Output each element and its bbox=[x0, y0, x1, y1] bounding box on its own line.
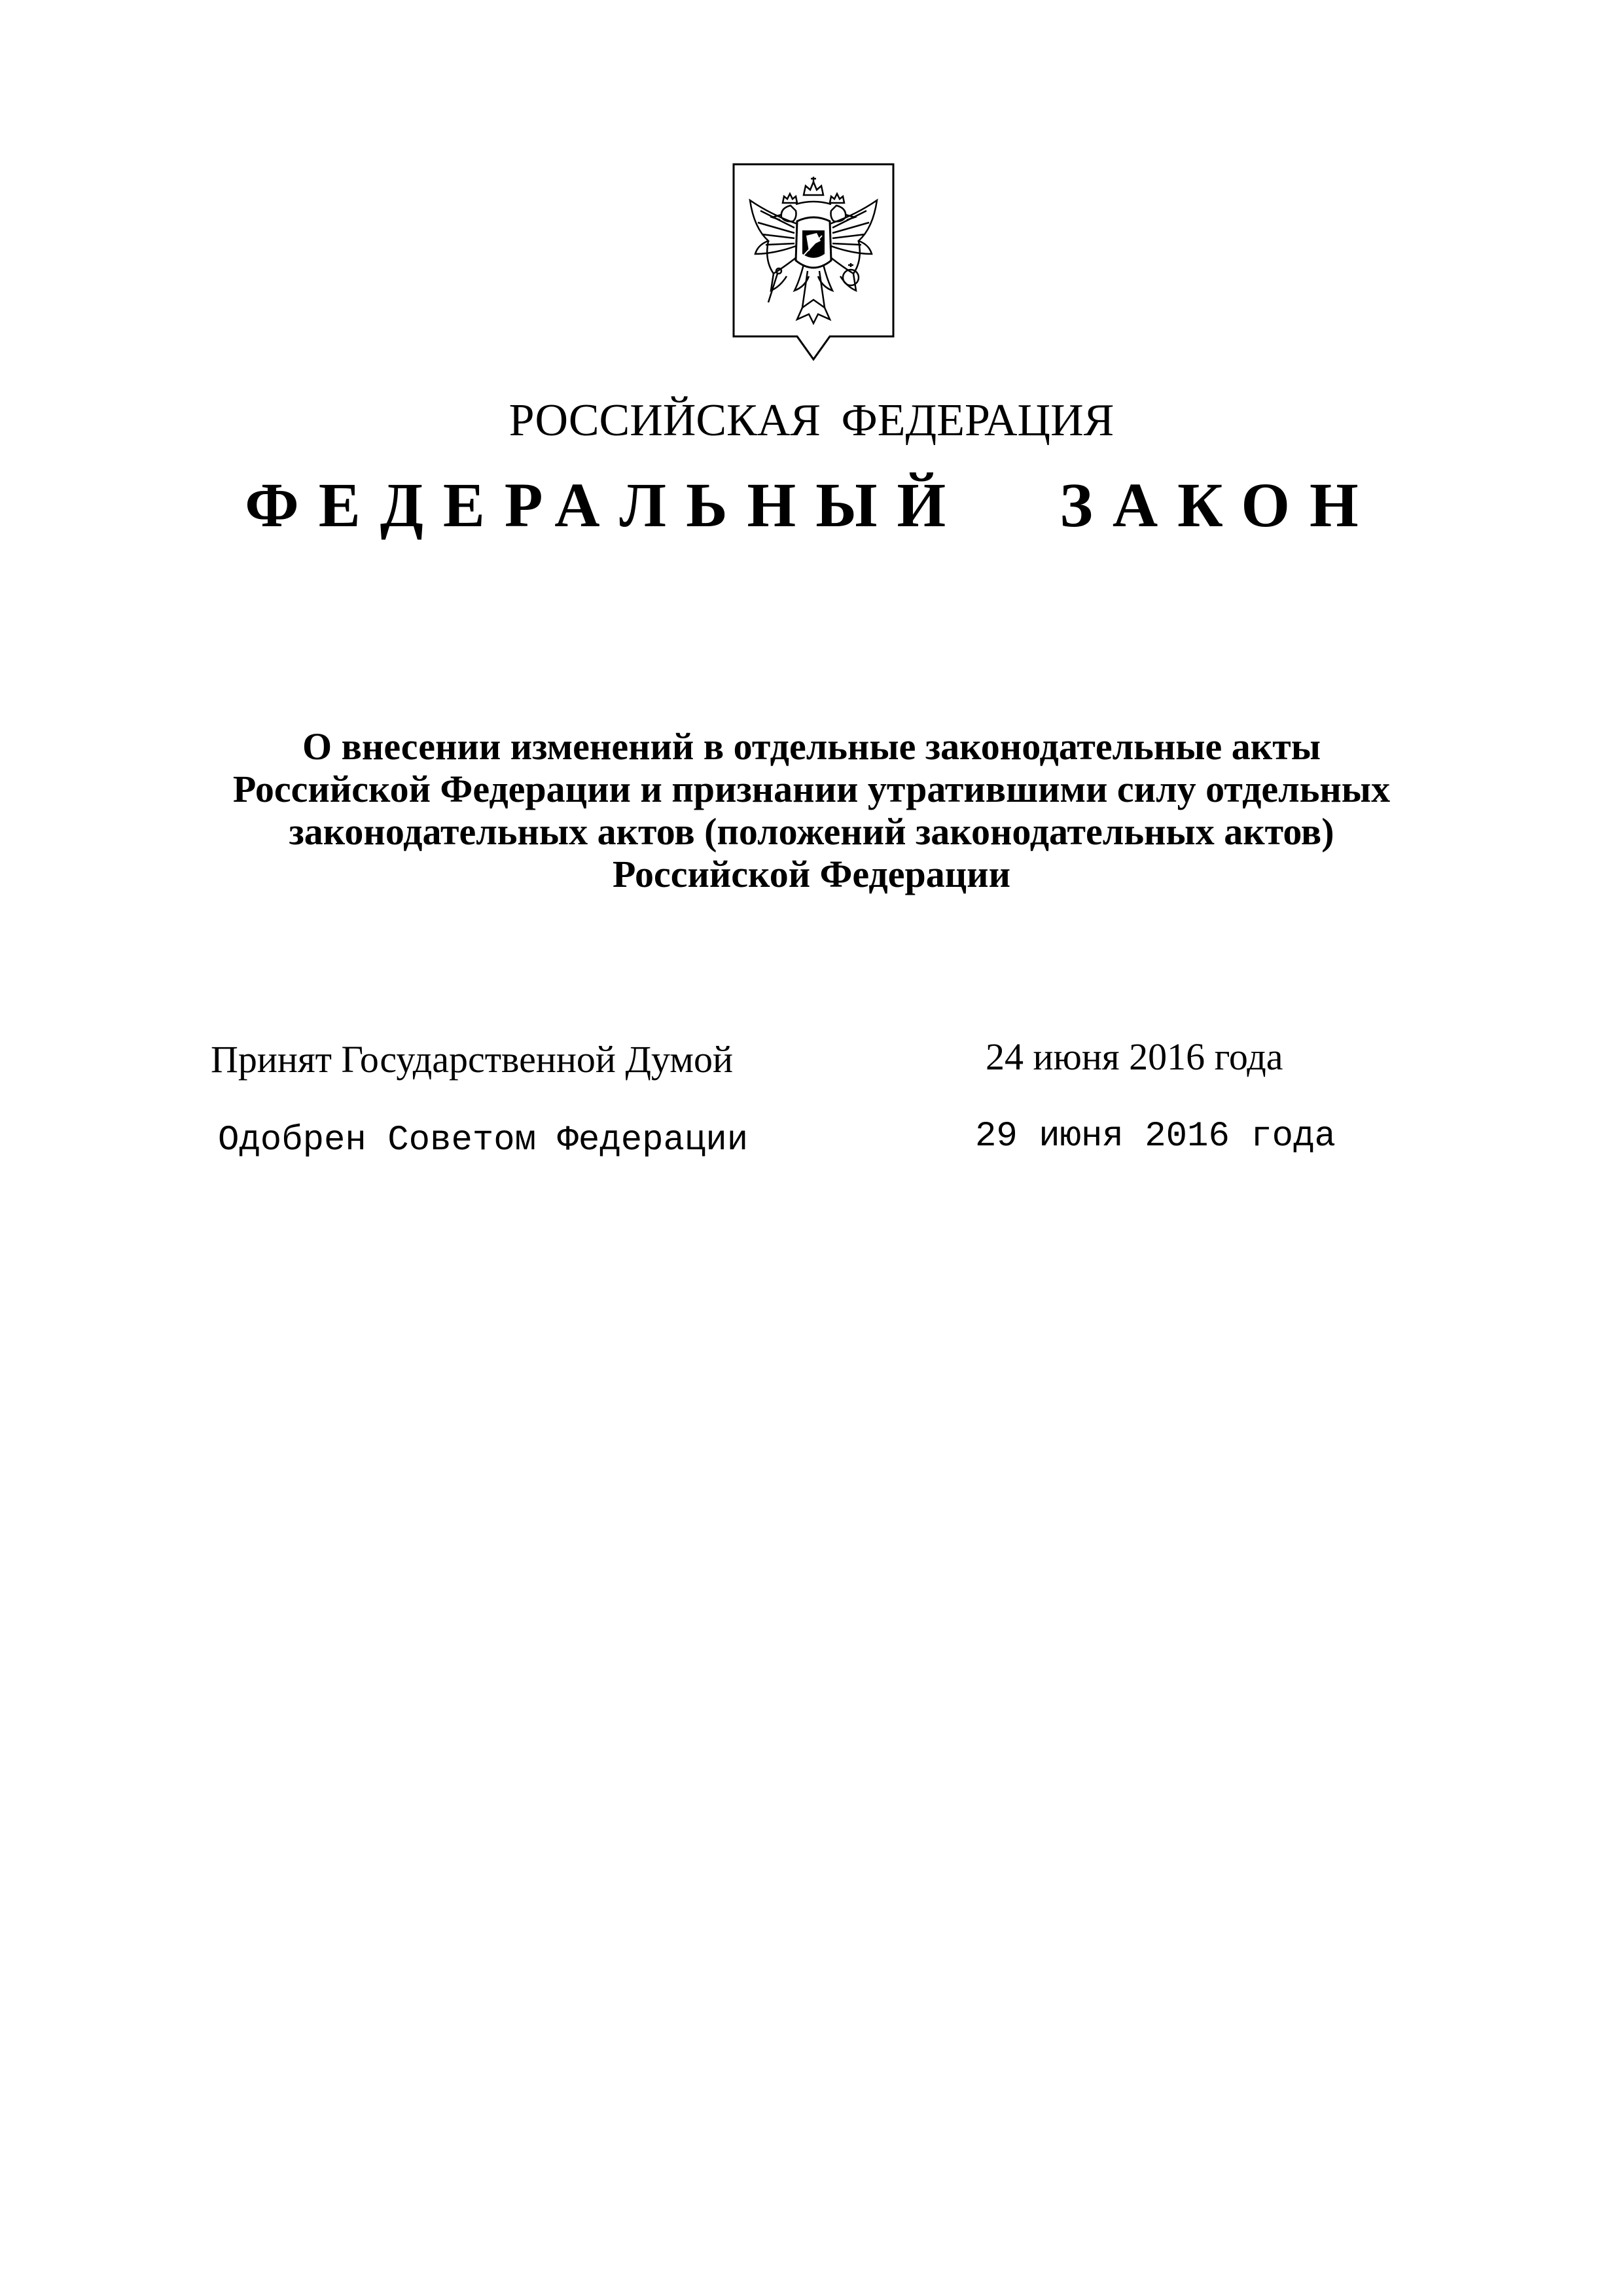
adopted-by-duma-date: 24 июня 2016 года bbox=[986, 1035, 1283, 1078]
approved-by-federation-council-date: 29 июня 2016 года bbox=[975, 1117, 1336, 1157]
law-title-line: Российской Федерации и признании утратившими силу отдельных bbox=[232, 768, 1391, 810]
adopted-by-duma-label: Принят Государственной Думой bbox=[211, 1038, 733, 1081]
law-title-line: законодательных актов (положений законодательных актов) bbox=[289, 810, 1334, 853]
country-name: РОССИЙСКАЯ ФЕДЕРАЦИЯ bbox=[508, 395, 1115, 446]
coat-of-arms-emblem-icon bbox=[732, 162, 895, 363]
law-title-line: О внесении изменений в отдельные законодательные акты bbox=[302, 725, 1321, 768]
law-type-heading: ФЕДЕРАЛЬНЫЙ ЗАКОН bbox=[245, 470, 1378, 540]
approved-by-federation-council-label: Одобрен Советом Федерации bbox=[218, 1121, 749, 1160]
law-title-line: Российской Федерации bbox=[612, 853, 1010, 895]
law-title bbox=[157, 725, 1466, 895]
